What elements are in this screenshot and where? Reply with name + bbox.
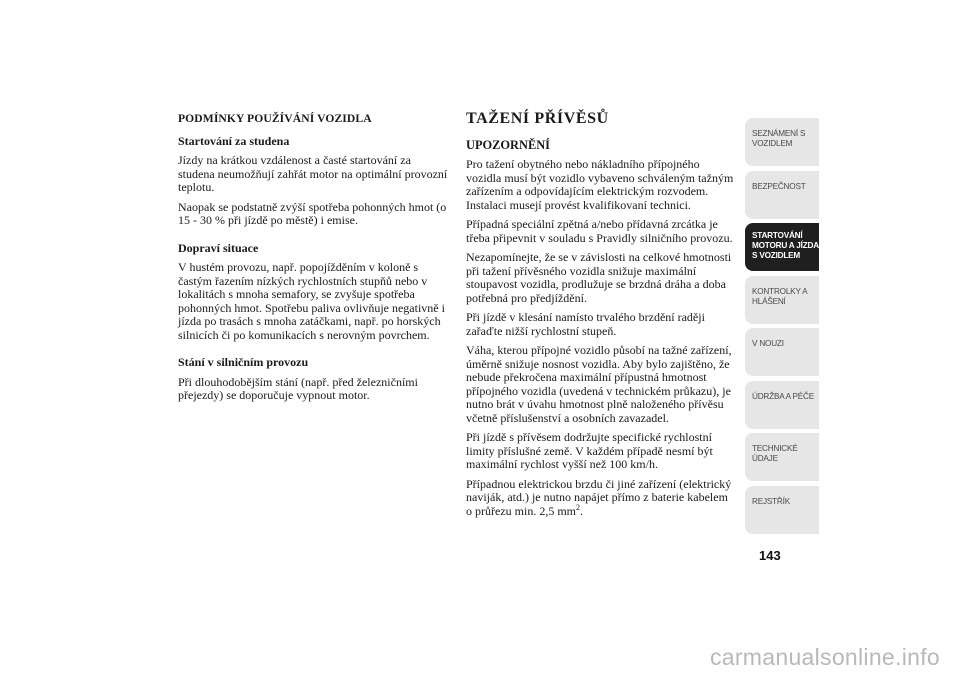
- paragraph: Váha, kterou přípojné vozidlo působí na tažné zařízení, úměrně snižuje nosnost vozidla. Aby bylo zajištěno, že nebude překročena maximální přípustná hmotnost přípojného vozidla (uvedená v technickém průkazu), je nutno brát v úvahu hmotnost plně naloženého přívěsu včetně příslušenství a osobních zavazadel.: [466, 343, 732, 425]
- section-standing: [178, 356, 450, 403]
- subheading-standing: Stání v silničním provozu: [178, 355, 309, 369]
- paragraph-last: [466, 478, 734, 519]
- tab-v-nouzi[interactable]: V NOUZI: [745, 328, 819, 376]
- section-traffic: [178, 242, 450, 343]
- warning-heading: UPOZORNĚNÍ: [466, 137, 550, 152]
- paragraph: Nezapomínejte, že se v závislosti na celkové hmotnosti při tažení přívěsného vozidla snižuje maximální stoupavost vozidla, prodlužuje se brzdná dráha a doba potřebná pro předjíždění.: [466, 250, 732, 305]
- paragraph: Pro tažení obytného nebo nákladního přípojného vozidla musí být vozidlo vybaveno schváleným tažným zařízením a odpovídajícím elektrickým rozvodem. Instalaci musejí provést kvalifikovaní technici.: [466, 157, 734, 212]
- superscript: 2: [575, 502, 580, 512]
- paragraph: Naopak se podstatně zvýší spotřeba pohonných hmot (o 15 - 30 % při jízdě po městě) i emise.: [178, 199, 447, 227]
- tab-rejstrik[interactable]: REJSTŘÍK: [745, 486, 819, 534]
- section-heading-conditions: PODMÍNKY POUŽÍVÁNÍ VOZIDLA: [178, 112, 372, 125]
- tab-kontrolky[interactable]: KONTROLKY A HLÁŠENÍ: [745, 276, 819, 324]
- paragraph: Případná speciální zpětná a/nebo přídavná zrcátka je třeba připevnit v souladu s Pravidly silničního provozu.: [466, 217, 733, 245]
- page-title: TAŽENÍ PŘÍVĚSŮ: [466, 110, 609, 127]
- tab-seznameni[interactable]: SEZNÁMENÍ S VOZIDLEM: [745, 118, 819, 166]
- tab-technicke-udaje[interactable]: TECHNICKÉ ÚDAJE: [745, 433, 819, 481]
- paragraph-text: Případnou elektrickou brzdu či jiné zařízení (elektrický naviják, atd.) je nutno napájet přímo z baterie kabelem o průřezu min. 2,5 mm: [466, 476, 732, 518]
- paragraph-end: .: [579, 503, 583, 518]
- paragraph: Při dlouhodobějším stání (např. před železničními přejezdy) se doporučuje vypnout motor.: [178, 374, 418, 402]
- tab-startovani[interactable]: STARTOVÁNÍ MOTORU A JÍZDA S VOZIDLEM: [745, 223, 819, 271]
- paragraph: V hustém provozu, např. popojížděním v koloně s častým řazením nízkých rychlostních stupňů nebo v lokalitách s mnoha semafory, se zvyšuje spotřeba pohonných hmot. Spotřebu paliva ovlivňuje negativně i jízda po trasách s mnoha zatáčkami, např. po horských silnicích či po komunikacích s nerovným povrchem.: [178, 260, 445, 342]
- section-cold-start: [178, 135, 450, 228]
- subheading-cold-start: Startování za studena: [178, 133, 290, 148]
- page-number: 143: [759, 548, 781, 563]
- right-column: [466, 112, 734, 524]
- subheading-traffic: Dopraví situace: [178, 240, 259, 255]
- paragraph: Jízdy na krátkou vzdálenost a časté startování za studena neumožňují zahřát motor na optimální provozní teplotu.: [178, 153, 448, 194]
- paragraph: Při jízdě s přívěsem dodržujte specifické rychlostní limity příslušné země. V každém případě nesmí být maximální rychlost vyšší než 100 km/h.: [466, 430, 713, 471]
- chapter-tabs: [745, 118, 819, 538]
- tab-udrzba[interactable]: ÚDRŽBA A PÉČE: [745, 381, 819, 429]
- paragraph: Při jízdě v klesání namísto trvalého brzdění raději zařaďte nižší rychlostní stupeň.: [466, 310, 705, 338]
- tab-bezpecnost[interactable]: BEZPEČNOST: [745, 171, 819, 219]
- left-column: [178, 112, 450, 409]
- watermark: carmanualsonline.info: [709, 644, 940, 670]
